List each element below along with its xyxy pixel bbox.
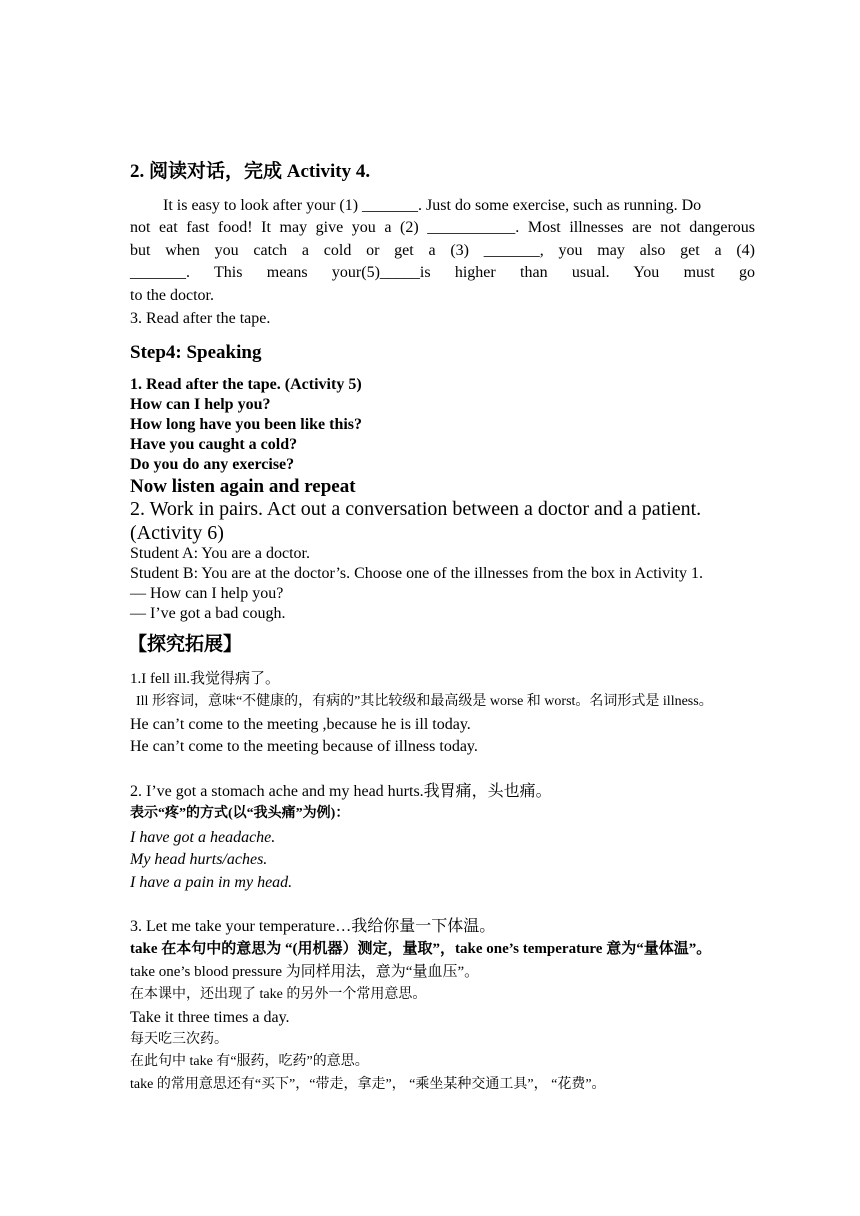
point-note: 在此句中 take 有“服药，吃药”的意思。	[130, 1054, 369, 1069]
example-sentence: I have got a headache.	[130, 829, 276, 846]
point-title: 2. I’ve got a stomach ache and my head hurts.我胃痛，头也痛。	[130, 783, 552, 800]
point-note: take one’s blood pressure 为同样用法，意为“量血压”。	[130, 964, 480, 980]
question-line: How long have you been like this?	[130, 416, 363, 433]
role-line: Student B: You are at the doctor’s. Choose one of the illnesses from the box in Activity 1.	[130, 565, 703, 582]
example-sentence: He can’t come to the meeting ,because he is ill today.	[130, 716, 471, 733]
point-title: 3. Let me take your temperature…我给你量一下体温。	[130, 918, 496, 935]
passage-line: It is easy to look after your (1) _______. Just do some exercise, such as running. Do	[163, 197, 702, 214]
dialog-line: — I’ve got a bad cough.	[130, 605, 286, 622]
section-heading: 【探究拓展】	[128, 634, 243, 655]
list-item: 1. Read after the tape. (Activity 5)	[130, 376, 362, 393]
passage-line: not eat fast food! It may give you a (2) ___________. Most illnesses are not dangerous	[130, 219, 755, 236]
point-note: 表示“疼”的方式(以“我头痛”为例)：	[130, 806, 350, 821]
step-heading: Step4: Speaking	[130, 342, 262, 363]
point-note: take 的常用意思还有“买下”，“带走，拿走”， “乘坐某种交通工具”， “花费”。	[130, 1077, 606, 1092]
list-item: 2. Work in pairs. Act out a conversation between a doctor and a patient.	[130, 498, 702, 520]
example-sentence: My head hurts/aches.	[130, 851, 268, 868]
list-item-continuation: (Activity 6)	[130, 522, 224, 544]
point-note: Ill 形容词，意味“不健康的，有病的”其比较级和最高级是 worse 和 worst。名词形式是 illness。	[136, 694, 713, 709]
list-item: 3. Read after the tape.	[130, 310, 271, 327]
example-sentence: He can’t come to the meeting because of illness today.	[130, 738, 478, 755]
question-line: Have you caught a cold?	[130, 436, 298, 453]
translation-line: 每天吃三次药。	[130, 1032, 228, 1047]
section-heading: 2. 阅读对话，完成 Activity 4.	[130, 161, 371, 182]
question-line: How can I help you?	[130, 396, 271, 413]
point-note: 在本课中，还出现了 take 的另外一个常用意思。	[130, 987, 427, 1002]
example-sentence: I have a pain in my head.	[130, 874, 293, 891]
example-sentence: Take it three times a day.	[130, 1009, 290, 1026]
passage-line: but when you catch a cold or get a (3) _______, you may also get a (4)	[130, 242, 755, 259]
passage-line: _______. This means your(5)_____is higher than usual. You must go	[130, 264, 755, 281]
point-title: 1.I fell ill.我觉得病了。	[130, 671, 280, 687]
passage-line: to the doctor.	[130, 287, 214, 304]
instruction-line: Now listen again and repeat	[130, 476, 356, 497]
question-line: Do you do any exercise?	[130, 456, 295, 473]
dialog-line: — How can I help you?	[130, 585, 284, 602]
point-note: take 在本句中的意思为 “(用机器）测定，量取”，take one’s temperature 意为“量体温”。	[130, 941, 712, 957]
role-line: Student A: You are a doctor.	[130, 545, 310, 562]
